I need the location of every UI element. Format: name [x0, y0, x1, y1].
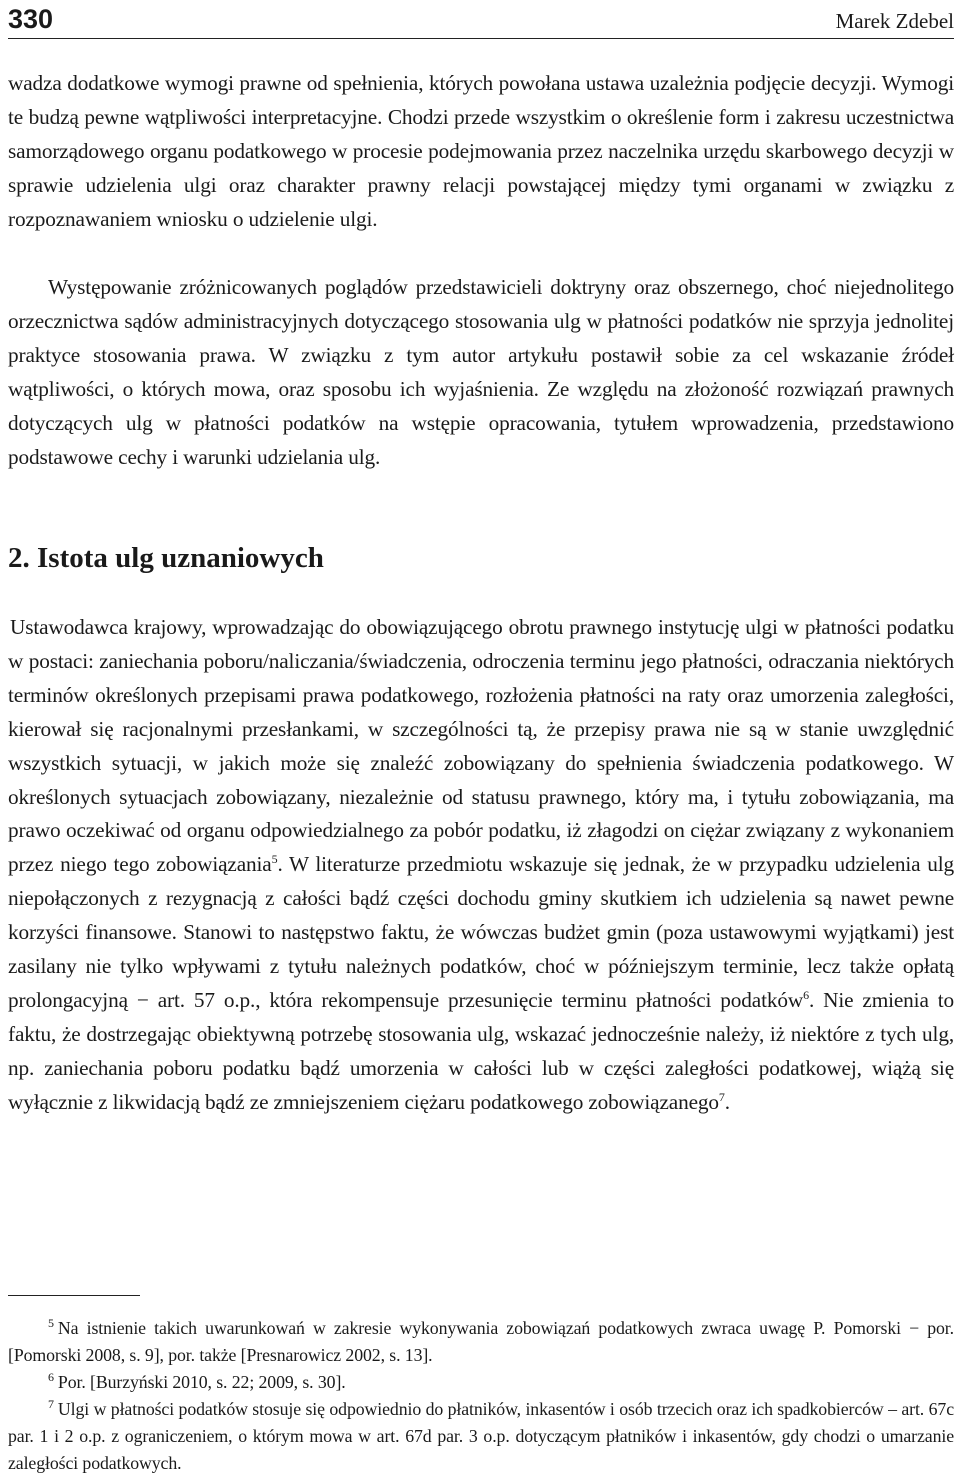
body-paragraph-1: wadza dodatkowe wymogi prawne od spełnienia, których powołana ustawa uzależnia podjęcie decyzji. Wymogi te budzą pewne wątpliwości interpretacyjne. Chodzi przede wszystkim o określenie form i zakresu uczestnictwa samorządowego organu podatkowego w procesie podejmowania przez naczelnika urzędu skarbowego decyzji w sprawie udzielenia ulgi oraz charakter prawny relacji powstającej między tymi organami w związku z rozpoznawaniem wniosku o udzielenie ulgi.	[8, 71, 954, 231]
running-head	[8, 4, 954, 39]
body-paragraph-3	[8, 611, 954, 1120]
footnote-reference-6[interactable]: 6	[803, 987, 809, 1002]
footnote-number: 5	[48, 1316, 54, 1331]
section-heading: 2. Istota ulg uznaniowych	[8, 542, 324, 574]
footnote-6	[8, 1369, 954, 1396]
paragraph-text: . W literaturze przedmiotu wskazuje się jednak, że w przypadku udzielenia ulg niepołączonych z rezygnacją z całości bądź części dochodu gminy skutkiem ich udzielenia są nawet pewne korzyści finansowe. Stanowi to następstwo faktu, że wówczas budżet gmin (poza ustawowymi wyjątkami) jest zasilany nie tylko wpływami z tytułu należnych podatków, choć w późniejszym terminie, lecz także opłatą prolongacyjną − art. 57 o.p., która rekompensuje przesunięcie terminu płatności podatków	[8, 852, 955, 1012]
footnote-text: Ulgi w płatności podatków stosuje się odpowiednio do płatników, inkasentów i osób trzecich oraz ich spadkobierców – art. 67c par. 1 i 2 o.p. z ograniczeniem, o którym mowa w art. 67d par. 3 o.p. dotyczącym płatników i inkasentów, gdy chodzi o umarzanie zaległości podatkowych.	[8, 1399, 954, 1473]
paragraph-text: Ustawodawca krajowy, wprowadzając do obowiązującego obrotu prawnego instytucję ulgi w płatności podatku w postaci: zaniechania poboru/naliczania/świadczenia, odroczenia terminu jego płatności, odraczania niektórych terminów określonych przepisami prawa podatkowego, rozłożenia płatności na raty oraz umorzenia zaległości, kierował się racjonalnymi przesłankami, w szczególności tą, że przepisy prawa nie są w stanie uwzględnić wszystkich sytuacji, w jakich może się znaleźć zobowiązany do spełnienia świadczenia podatkowego. W określonych sytuacjach zobowiązany, niezależnie od statusu prawnego, który ma, i tytułu zobowiązania, ma prawo oczekiwać od organu odpowiedzialnego za pobór podatku, iż złagodzi on ciężar związany z wykonaniem przez niego tego zobowiązania	[8, 615, 954, 877]
footnote-5	[8, 1315, 954, 1369]
footnote-reference-7[interactable]: 7	[718, 1089, 725, 1104]
footnote-separator	[8, 1295, 140, 1296]
running-head-author: Marek Zdebel	[835, 9, 954, 33]
footnote-text: Na istnienie takich uwarunkowań w zakresie wykonywania zobowiązań podatkowych zwraca uwagę P. Pomorski − por. [Pomorski 2008, s. 9], por. także [Presnarowicz 2002, s. 13].	[8, 1318, 954, 1365]
footnote-reference-5[interactable]: 5	[271, 852, 278, 867]
footnote-number: 6	[48, 1370, 54, 1385]
footnote-number: 7	[48, 1397, 54, 1412]
page-number: 330	[8, 4, 54, 34]
body-paragraph-2: Występowanie zróżnicowanych poglądów przedstawicieli doktryny oraz obszernego, choć niejednolitego orzecznictwa sądów administracyjnych dotyczącego stosowania ulg w płatności podatków nie sprzyja jednolitej praktyce stosowania prawa. W związku z tym autor artykułu postawił sobie za cel wskazanie źródeł wątpliwości, o których mowa, oraz sposobu ich wyjaśnienia. Ze względu na złożoność rozwiązań prawnych dotyczących ulg w płatności podatków na wstępie opracowania, tytułem wprowadzenia, przedstawiono podstawowe cechy i warunki udzielania ulg.	[8, 275, 954, 469]
footnote-7	[8, 1396, 954, 1477]
paragraph-text: .	[724, 1089, 730, 1114]
footnote-text: Por. [Burzyński 2010, s. 22; 2009, s. 30].	[57, 1372, 346, 1392]
paragraph-text: . Nie zmienia to faktu, że dostrzegając obiektywną potrzebę stosowania ulg, wskazać jednocześnie należy, iż niektóre z tych ulg, np. zaniechania poboru podatku bądź umorzenia w całości lub w części zaległości podatkowej, wiążą się wyłącznie z likwidacją bądź ze zmniejszeniem ciężaru podatkowego zobowiązanego	[8, 987, 954, 1114]
